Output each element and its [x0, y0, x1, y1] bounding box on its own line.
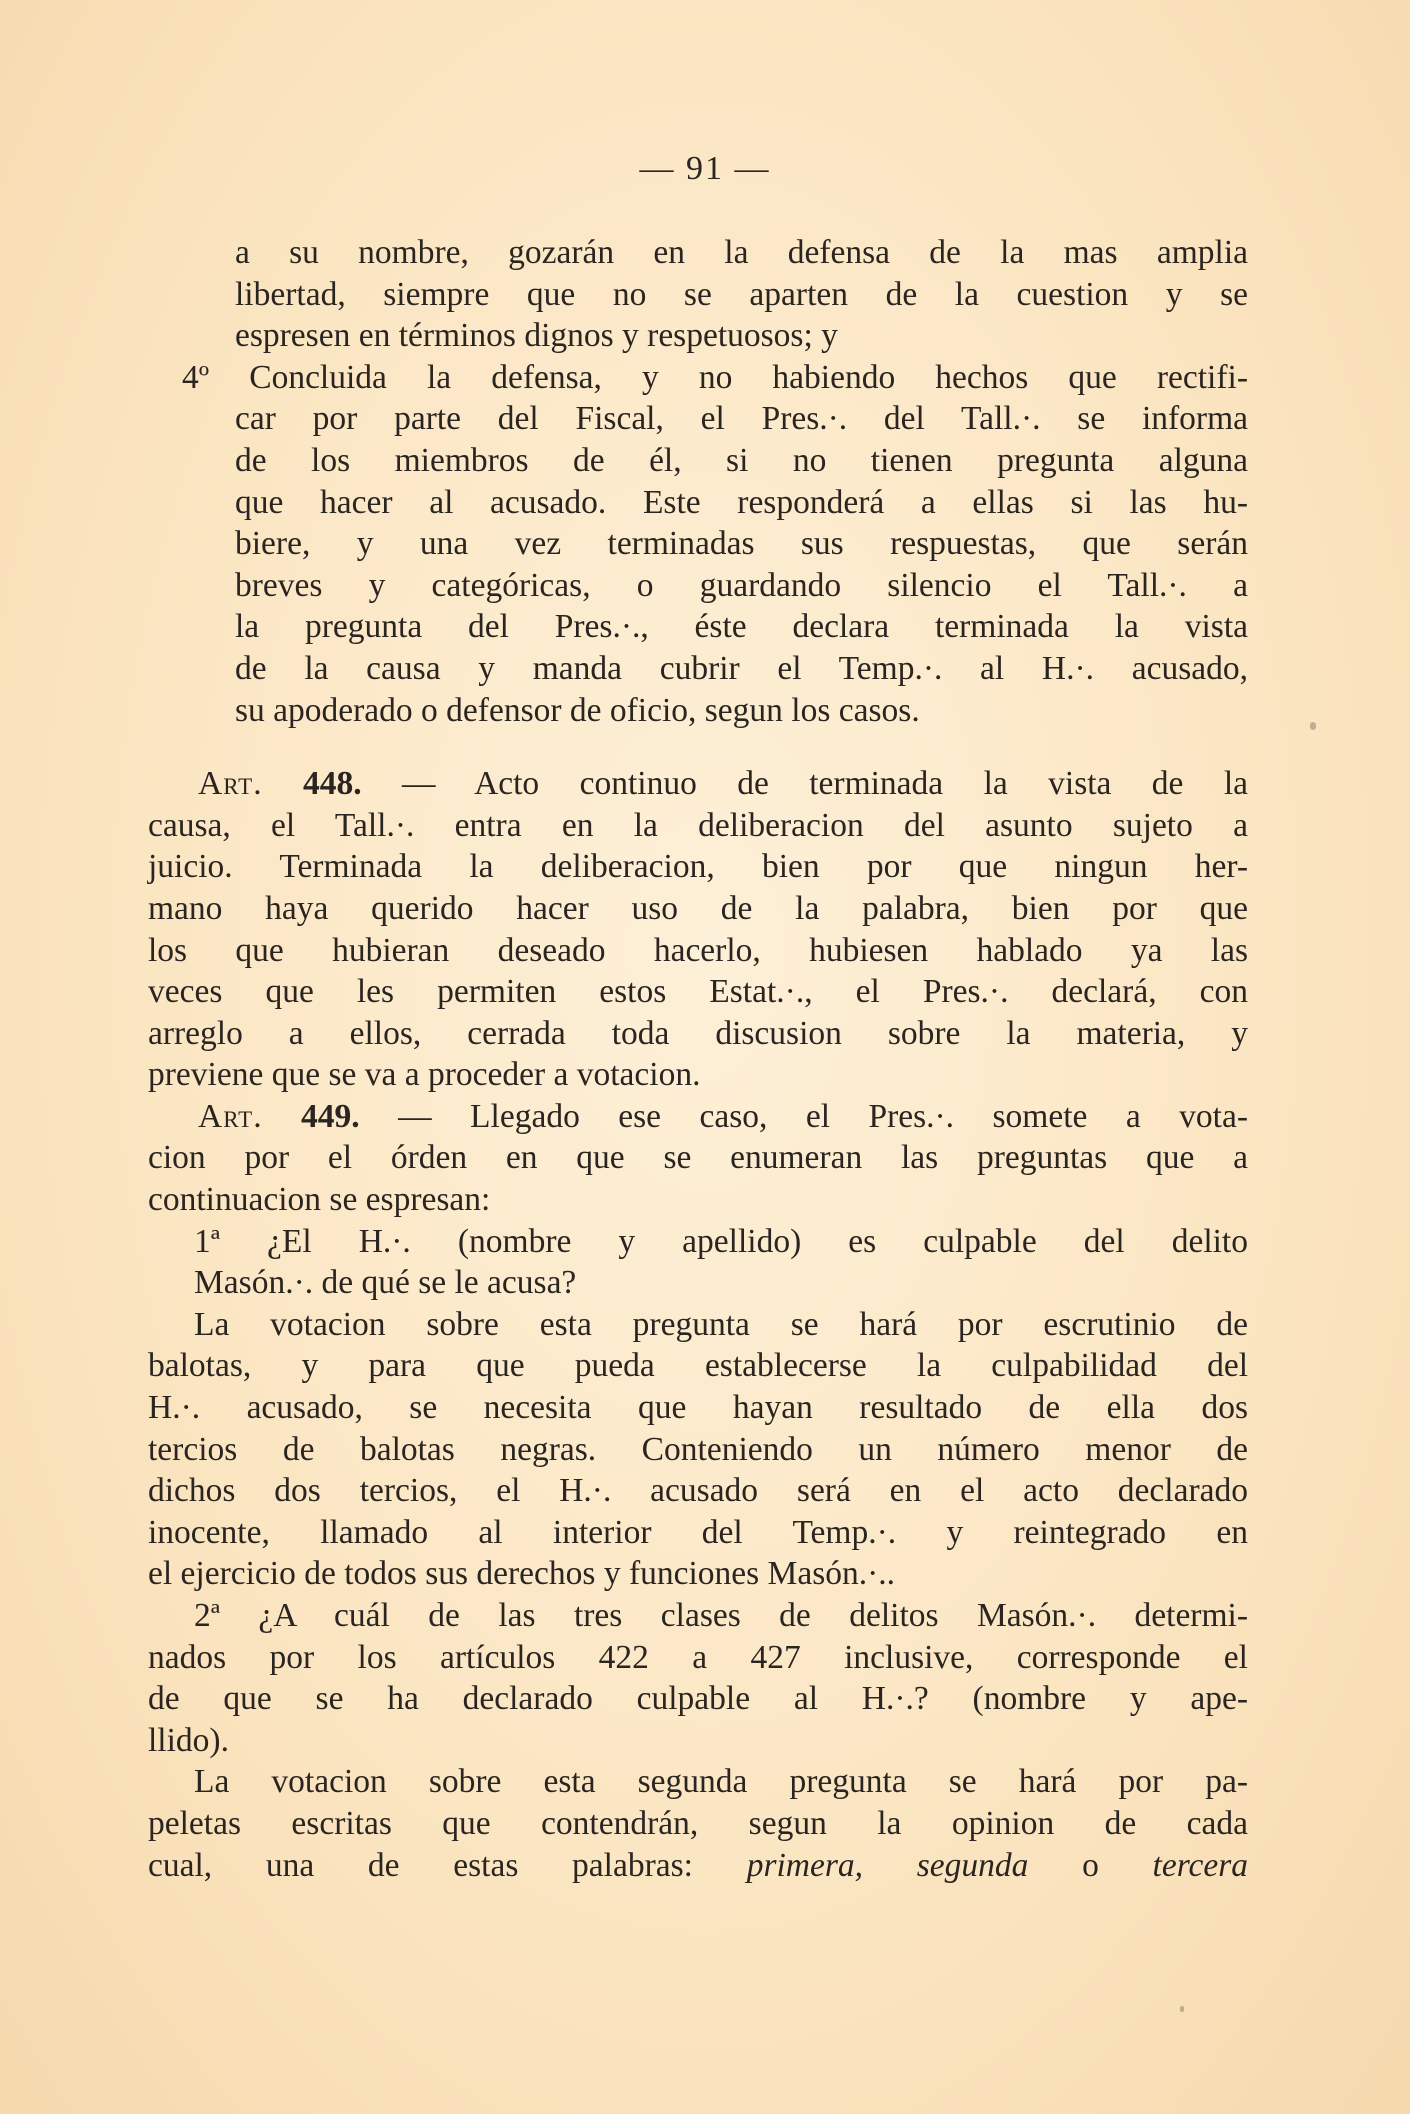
text-line: de que se ha declarado culpable al H.·.? (nombre y ape- [148, 1680, 1248, 1718]
body-text [148, 232, 1248, 1886]
text-line: dichos dos tercios, el H.·. acusado será en el acto declarado [148, 1472, 1248, 1510]
text-line: a su nombre, gozarán en la defensa de la mas amplia [235, 234, 1248, 271]
text-line: arreglo a ellos, cerrada toda discusion sobre la materia, y [148, 1014, 1248, 1052]
text-line: 2ª ¿A cuál de las tres clases de delitos Masón.·. determi- [194, 1597, 1248, 1634]
text-line: La votacion sobre esta pregunta se hará por escrutinio de [194, 1305, 1248, 1343]
text-segment: o [1082, 1846, 1099, 1884]
text-line: continuacion se espresan: [148, 1181, 491, 1219]
article-449-heading-line [148, 1096, 1248, 1138]
text-line: llido). [148, 1721, 229, 1759]
text-line: inocente, llamado al interior del Temp.·. y reintegrado en [148, 1513, 1248, 1551]
text-line: juicio. Terminada la deliberacion, bien por que ningun her- [148, 848, 1248, 886]
paragraph-gap [148, 731, 1248, 763]
paper-speck [1180, 2006, 1184, 2012]
page-number: — 91 — [639, 150, 771, 187]
text-line: biere, y una vez terminadas sus respuestas, que serán [235, 525, 1248, 563]
text-line: tercios de balotas negras. Conteniendo un número menor de [148, 1430, 1248, 1468]
text-line: veces que les permiten estos Estat.·., el Pres.·. declará, con [148, 973, 1248, 1011]
text-line: causa, el Tall.·. entra en la deliberacion del asunto sujeto a [148, 806, 1248, 844]
article-number: 448. [302, 765, 362, 803]
text-line: los que hubieran deseado hacerlo, hubiesen hablado ya las [148, 931, 1248, 969]
text-line: Masón.·. de qué se le acusa? [194, 1264, 577, 1302]
text-line: de los miembros de él, si no tienen pregunta alguna [235, 441, 1248, 479]
text-line: libertad, siempre que no se aparten de la cuestion y se [235, 275, 1248, 313]
text-line: su apoderado o defensor de oficio, segun los casos. [235, 691, 920, 729]
text-line: car por parte del Fiscal, el Pres.·. del Tall.·. se informa [235, 400, 1248, 438]
last-text-line [148, 1845, 1248, 1887]
text-line: de la causa y manda cubrir el Temp.·. al H.·. acusado, [235, 649, 1248, 687]
text-segment: cual, una de estas palabras: [148, 1846, 693, 1884]
text-line: 4º Concluida la defensa, y no habiendo hechos que rectifi- [182, 358, 1248, 396]
text-line: que hacer al acusado. Este responderá a ellas si las hu- [235, 483, 1248, 521]
text-line: cion por el órden en que se enumeran las preguntas que a [148, 1139, 1248, 1177]
text-line: mano haya querido hacer uso de la palabra, bien por que [148, 889, 1248, 927]
text-line: 1ª ¿El H.·. (nombre y apellido) es culpable del delito [194, 1222, 1248, 1260]
text-segment: — Llegado ese caso, el Pres.·. somete a vota- [398, 1097, 1248, 1135]
text-line: La votacion sobre esta segunda pregunta se hará por pa- [194, 1763, 1248, 1801]
text-line: balotas, y para que pueda establecerse la culpabilidad del [148, 1347, 1248, 1385]
italic-text-segment: tercera [1152, 1846, 1249, 1884]
text-line: espresen en términos dignos y respetuosos; y [235, 317, 838, 355]
italic-text-segment: primera, segunda [746, 1846, 1029, 1884]
text-line: previene que se va a proceder a votacion. [148, 1056, 701, 1094]
text-line: breves y categóricas, o guardando silencio el Tall.·. a [235, 566, 1248, 604]
article-448-heading-line [148, 763, 1248, 805]
article-label: Art. [198, 1097, 263, 1135]
text-line: H.·. acusado, se necesita que hayan resultado de ella dos [148, 1389, 1248, 1427]
article-label: Art. [198, 765, 263, 803]
text-line: peletas escritas que contendrán, segun la opinion de cada [148, 1804, 1248, 1842]
article-number: 449. [301, 1097, 360, 1135]
text-segment: — Acto continuo de terminada la vista de la [402, 765, 1249, 803]
text-line: el ejercicio de todos sus derechos y funciones Masón.·.. [148, 1555, 896, 1593]
text-line: nados por los artículos 422 a 427 inclusive, corresponde el [148, 1638, 1248, 1676]
paper-speck [1310, 722, 1316, 730]
text-line: la pregunta del Pres.·., éste declara terminada la vista [235, 608, 1248, 646]
